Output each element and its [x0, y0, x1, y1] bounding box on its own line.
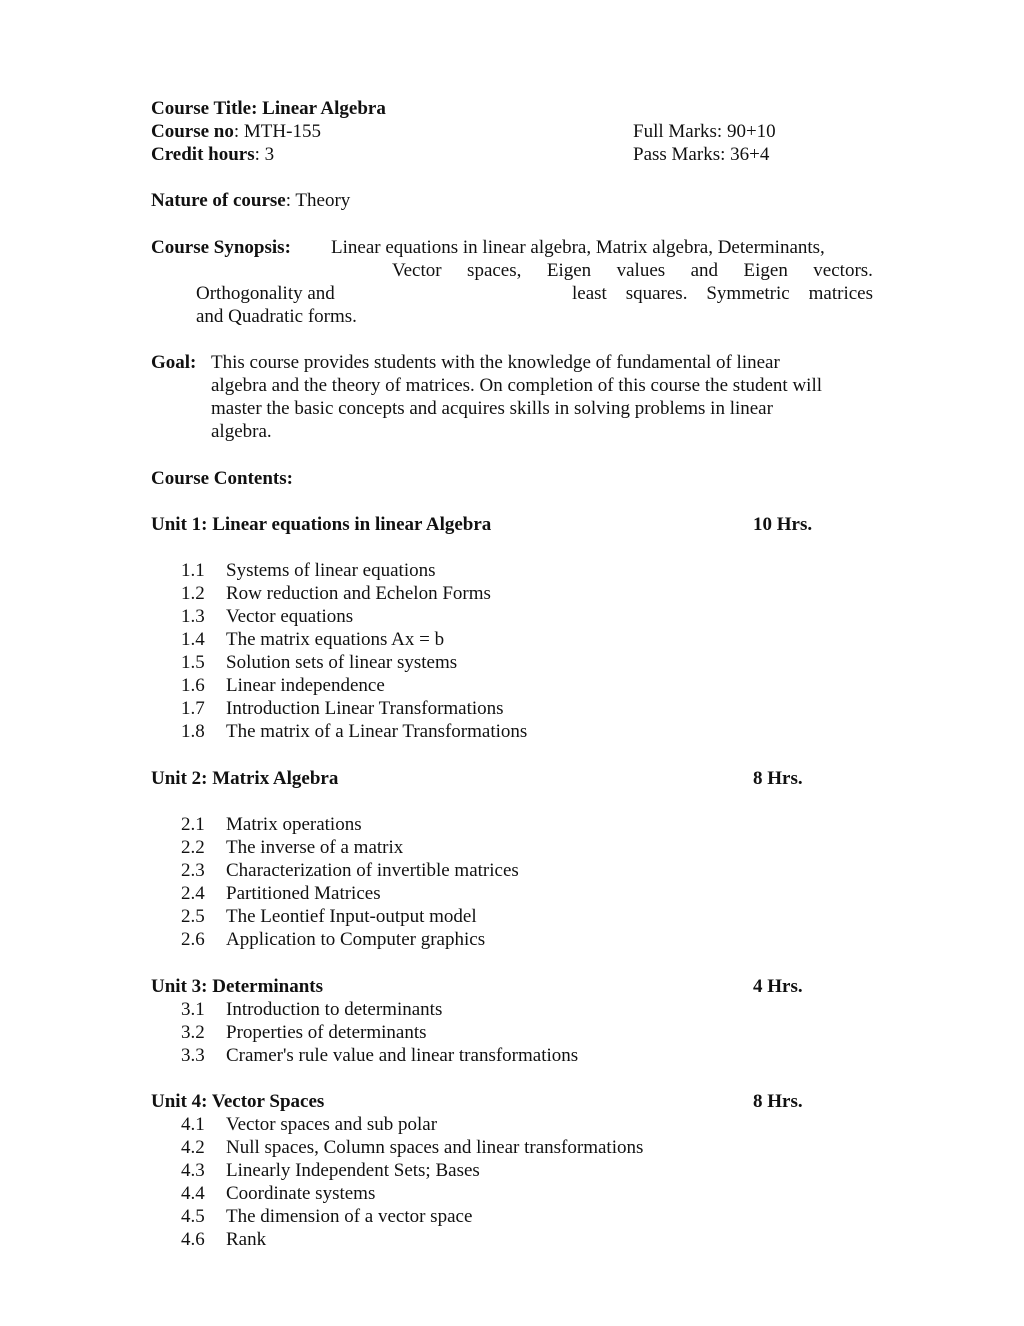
item-text: Cramer's rule value and linear transformations: [226, 1045, 579, 1066]
item-number: 3.1: [181, 999, 205, 1020]
item-number: 1.5: [181, 652, 205, 673]
item-number: 4.2: [181, 1137, 205, 1158]
nature-label: Nature of course: [151, 190, 286, 211]
item-text: Introduction to determinants: [226, 999, 443, 1020]
synopsis-word: and: [690, 260, 719, 281]
item-text: The inverse of a matrix: [226, 837, 404, 858]
item-number: 4.4: [181, 1183, 205, 1204]
item-text: Introduction Linear Transformations: [226, 698, 504, 719]
synopsis-word: Symmetric: [706, 283, 790, 304]
item-text: Properties of determinants: [226, 1022, 427, 1043]
item-text: The matrix of a Linear Transformations: [226, 721, 528, 742]
unit-title: Unit 4: Vector Spaces: [151, 1091, 325, 1112]
item-number: 4.3: [181, 1160, 205, 1181]
goal-line: algebra and the theory of matrices. On completion of this course the student will: [211, 375, 822, 396]
item-text: The dimension of a vector space: [226, 1206, 473, 1227]
item-text: Partitioned Matrices: [226, 883, 381, 904]
course-title: Course Title: Linear Algebra: [151, 98, 386, 119]
synopsis-label: Course Synopsis:: [151, 237, 291, 258]
item-text: Linearly Independent Sets; Bases: [226, 1160, 480, 1181]
synopsis-word: vectors.: [813, 260, 873, 281]
item-number: 2.6: [181, 929, 205, 950]
synopsis-line-2: [392, 259, 873, 282]
item-text: Coordinate systems: [226, 1183, 376, 1204]
item-number: 2.3: [181, 860, 205, 881]
synopsis-line-1: Linear equations in linear algebra, Matrix algebra, Determinants,: [331, 237, 825, 258]
unit-title: Unit 1: Linear equations in linear Algebra: [151, 514, 492, 535]
unit-hours: 8 Hrs.: [753, 1091, 803, 1112]
synopsis-word: spaces,: [467, 260, 522, 281]
synopsis-word: least: [572, 283, 607, 304]
pass-marks: Pass Marks: 36+4: [633, 144, 770, 165]
unit-hours: 4 Hrs.: [753, 976, 803, 997]
synopsis-line-4: and Quadratic forms.: [196, 306, 357, 327]
credit-hours-label: Credit hours: [151, 144, 255, 165]
item-number: 3.2: [181, 1022, 205, 1043]
full-marks: Full Marks: 90+10: [633, 121, 776, 142]
goal-line: This course provides students with the knowledge of fundamental of linear: [211, 352, 780, 373]
unit-hours: 8 Hrs.: [753, 768, 803, 789]
unit-title: Unit 3: Determinants: [151, 976, 324, 997]
synopsis-word: Eigen: [743, 260, 788, 281]
item-text: The Leontief Input-output model: [226, 906, 477, 927]
item-text: The matrix equations Ax = b: [226, 629, 445, 650]
course-contents-heading: Course Contents:: [151, 468, 293, 489]
credit-hours-value: : 3: [254, 144, 275, 165]
synopsis-line-3-left: Orthogonality and: [196, 283, 335, 304]
goal-label: Goal:: [151, 352, 197, 373]
item-number: 1.2: [181, 583, 205, 604]
item-number: 2.1: [181, 814, 205, 835]
item-text: Row reduction and Echelon Forms: [226, 583, 491, 604]
synopsis-word: Vector: [392, 260, 442, 281]
item-text: Vector spaces and sub polar: [226, 1114, 438, 1135]
nature-of-course: [151, 189, 350, 212]
synopsis-word: squares.: [625, 283, 688, 304]
synopsis-word: values: [616, 260, 666, 281]
item-text: Null spaces, Column spaces and linear transformations: [226, 1137, 644, 1158]
unit-hours: 10 Hrs.: [753, 514, 813, 535]
nature-value: : Theory: [285, 190, 351, 211]
credit-hours: [151, 143, 274, 166]
course-no-label: Course no: [151, 121, 234, 142]
course-no-value: : MTH-155: [233, 121, 321, 142]
goal-line: master the basic concepts and acquires skills in solving problems in linear: [211, 398, 773, 419]
item-number: 4.1: [181, 1114, 205, 1135]
item-text: Rank: [226, 1229, 267, 1250]
item-text: Vector equations: [226, 606, 354, 627]
item-text: Systems of linear equations: [226, 560, 436, 581]
goal-line: algebra.: [211, 421, 272, 442]
item-text: Characterization of invertible matrices: [226, 860, 519, 881]
item-number: 4.6: [181, 1229, 205, 1250]
item-number: 1.4: [181, 629, 205, 650]
course-no: [151, 120, 321, 143]
synopsis-line-3-right: [572, 282, 873, 305]
item-number: 1.7: [181, 698, 205, 719]
item-number: 2.5: [181, 906, 205, 927]
item-number: 1.8: [181, 721, 205, 742]
item-text: Solution sets of linear systems: [226, 652, 458, 673]
item-number: 1.6: [181, 675, 205, 696]
unit-title: Unit 2: Matrix Algebra: [151, 768, 339, 789]
synopsis-word: Eigen: [546, 260, 592, 281]
item-text: Application to Computer graphics: [226, 929, 486, 950]
item-number: 2.2: [181, 837, 205, 858]
item-number: 2.4: [181, 883, 205, 904]
item-text: Linear independence: [226, 675, 385, 696]
item-number: 3.3: [181, 1045, 205, 1066]
item-number: 4.5: [181, 1206, 205, 1227]
item-number: 1.3: [181, 606, 205, 627]
item-text: Matrix operations: [226, 814, 362, 835]
synopsis-word: matrices: [808, 283, 873, 304]
item-number: 1.1: [181, 560, 205, 581]
